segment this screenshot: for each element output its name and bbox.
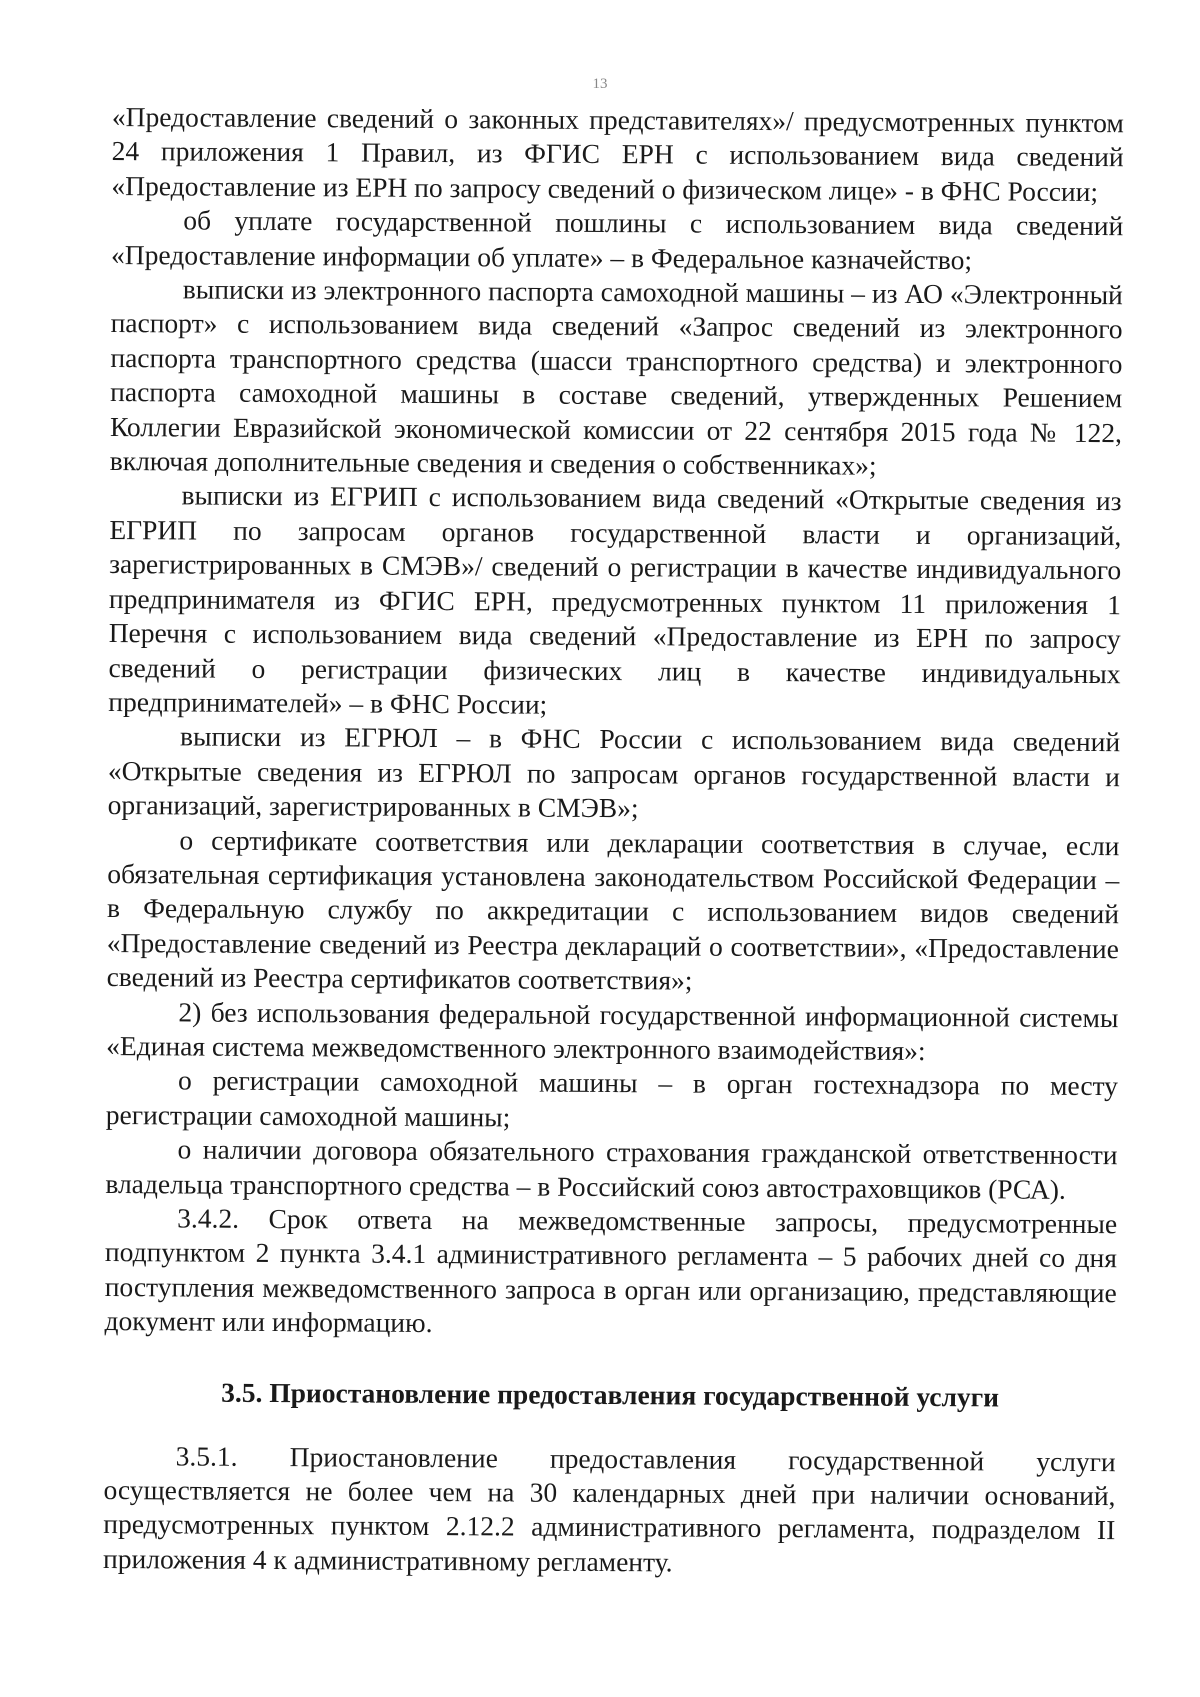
paragraph-egrip: выписки из ЕГРИП с использованием вида сведений «Открытые сведения из ЕГРИП по запросам органов государственной власти и организаций, зарегистрированных в СМЭВ»/ сведений о регистрации в качестве индивидуального предпринимателя из ФГИС ЕРН, предусмотренных пунктом 11 приложения 1 Перечня с использованием вида сведений «Предоставление из ЕРН по запросу сведений о регистрации физических лиц в качестве индивидуальных предпринимателей» – в ФНС России; bbox=[108, 479, 1122, 720]
paragraph-electronic-passport: выписки из электронного паспорта самоходной машины – из АО «Электронный паспорт» с использованием вида сведений «Запрос сведений из электронного паспорта транспортного средства (шасси транспортного средства) и электронного паспорта самоходной машины в составе сведений, утвержденных Решением Коллегии Евразийской экономической комиссии от 22 сентября 2015 года № 122, включая дополнительные сведения и сведения о собственниках»; bbox=[109, 273, 1123, 481]
paragraph-without-smev: 2) без использования федеральной государственной информационной системы «Единая система межведомственного электронного взаимодействия»: bbox=[106, 995, 1119, 1066]
paragraph-insurance: о наличии договора обязательного страхования гражданской ответственности владельца транспортного средства – в Российский союз автостраховщиков (РСА). bbox=[105, 1133, 1118, 1205]
paragraph-egrul: выписки из ЕГРЮЛ – в ФНС России с использованием вида сведений «Открытые сведения из ЕГРЮЛ по запросам органов государственной власти и организаций, зарегистрированных в СМЭВ»; bbox=[107, 720, 1121, 824]
document-body bbox=[103, 100, 1124, 1582]
paragraph-continuation: «Предоставление сведений о законных представителях»/ предусмотренных пунктом 24 приложения 1 Правил, из ФГИС ЕРН с использованием вида сведений «Предоставление из ЕРН по запросу сведений о физическом лице» - в ФНС России; bbox=[111, 100, 1124, 207]
paragraph-certificate: о сертификате соответствия или декларации соответствия в случае, если обязательная сертификация установлена законодательством Российской Федерации – в Федеральную службу по аккредитации с использованием видов сведений «Предоставление сведений из Реестра деклараций о соответствии», «Предоставление сведений из Реестра сертификатов соответствия»; bbox=[106, 823, 1120, 996]
paragraph-3-5-1: 3.5.1. Приостановление предоставления государственной услуги осуществляется не более чем на 30 календарных дней при наличии оснований, предусмотренных пунктом 2.12.2 административного регламента, подразделом II приложения 4 к административному регламенту. bbox=[102, 1440, 1116, 1578]
paragraph-machine-registration: о регистрации самоходной машины – в орган гостехнадзора по месту регистрации самоходной машины; bbox=[105, 1064, 1119, 1133]
paragraph-state-fee: об уплате государственной пошлины с использованием вида сведений «Предоставление информации об уплате» – в Федеральное казначейство; bbox=[110, 204, 1124, 275]
paragraph-3-4-2: 3.4.2. Срок ответа на межведомственные запросы, предусмотренные подпунктом 2 пункта 3.4.1 административного регламента – 5 рабочих дней со дня поступления межведомственного запроса в орган или организацию, представляющие документ или информацию. bbox=[104, 1202, 1118, 1339]
page-number: 13 bbox=[592, 76, 608, 92]
section-heading: 3.5. Приостановление предоставления государственной услуги bbox=[221, 1376, 1000, 1413]
